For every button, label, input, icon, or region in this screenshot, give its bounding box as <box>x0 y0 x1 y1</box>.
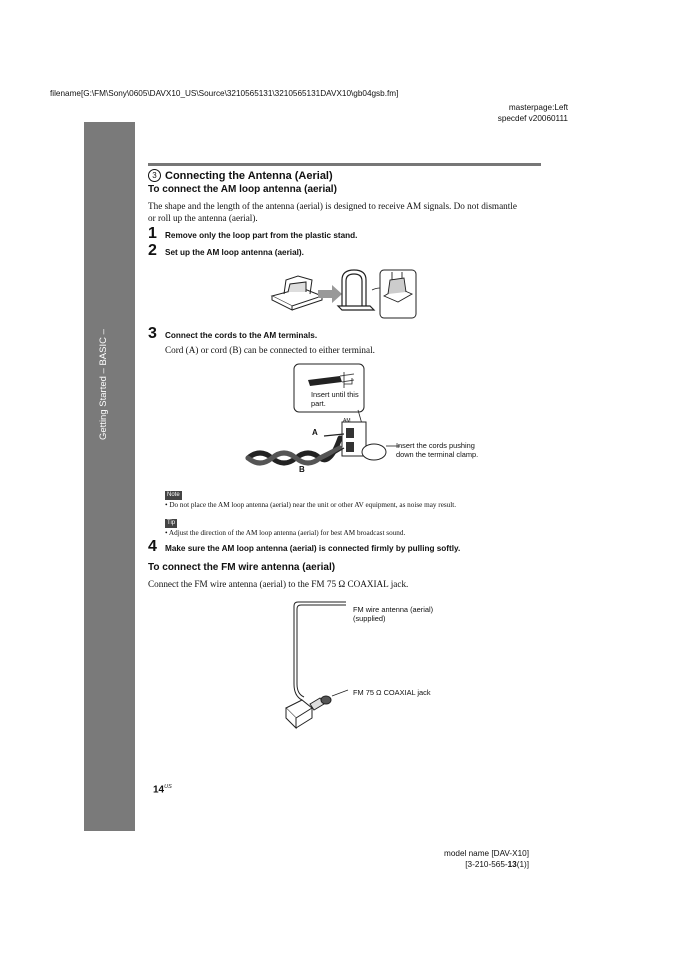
page-number-digits: 14 <box>153 784 165 796</box>
note-badge: Note <box>167 492 180 498</box>
fm-antenna-label <box>353 605 433 623</box>
section-title <box>148 169 333 182</box>
loop-antenna-assembly-figure <box>262 266 422 326</box>
step-3-detail: Cord (A) or cord (B) can be connected to either terminal. <box>165 345 375 355</box>
step-1-text: Remove only the loop part from the plastic stand. <box>165 231 358 240</box>
am-intro-line2: or roll up the antenna (aerial). <box>148 213 258 223</box>
section-number: 3 <box>148 169 161 182</box>
model-code-bold: 13 <box>507 860 517 869</box>
fm-antenna-label-line2: (supplied) <box>353 614 386 623</box>
fm-antenna-label-line1: FM wire antenna (aerial) <box>353 605 434 614</box>
clamp-label <box>396 441 478 459</box>
fm-intro: Connect the FM wire antenna (aerial) to the FM 75 Ω COAXIAL jack. <box>148 579 409 589</box>
file-path: filename[G:\FM\Sony\0605\DAVX10_US\Source\3210565131\3210565131DAVX10\gb04gsb.fm] <box>50 89 399 98</box>
cord-a-label: A <box>312 428 318 437</box>
model-code-suffix: (1)] <box>516 860 529 869</box>
section-title-text: Connecting the Antenna (Aerial) <box>165 170 333 182</box>
insert-label <box>311 390 359 408</box>
insert-label-line1: Insert until this <box>311 390 359 399</box>
step-3-text: Connect the cords to the AM terminals. <box>165 331 318 340</box>
model-name: model name [DAV-X10] <box>444 849 529 858</box>
clamp-label-line1: Insert the cords pushing <box>396 441 475 450</box>
tip-badge: Tip <box>167 520 176 526</box>
am-terminal-label: AM <box>343 418 351 424</box>
section-rule <box>148 163 541 166</box>
fm-antenna-figure <box>280 596 360 736</box>
step-2-number: 2 <box>148 242 157 259</box>
step-2-text: Set up the AM loop antenna (aerial). <box>165 248 304 257</box>
chapter-label: Getting Started – BASIC – <box>98 329 109 440</box>
step-4-number: 4 <box>148 538 157 555</box>
tip-text: • Adjust the direction of the AM loop antenna (aerial) for best AM broadcast sound. <box>165 529 406 537</box>
fm-jack-label: FM 75 Ω COAXIAL jack <box>353 688 431 697</box>
specdef-label: specdef v20060111 <box>497 114 568 123</box>
masterpage-label: masterpage:Left <box>508 103 568 112</box>
chapter-sidebar <box>84 122 135 831</box>
note-text: • Do not place the AM loop antenna (aerial) near the unit or other AV equipment, as noise may result. <box>165 501 457 509</box>
step-1-number: 1 <box>148 225 157 242</box>
step-3-number: 3 <box>148 325 157 342</box>
am-heading: To connect the AM loop antenna (aerial) <box>148 184 337 195</box>
step-4-text: Make sure the AM loop antenna (aerial) is connected firmly by pulling softly. <box>165 544 461 553</box>
am-intro-line1: The shape and the length of the antenna (aerial) is designed to receive AM signals. Do not dismantle <box>148 201 517 211</box>
model-code-prefix: [3-210-565- <box>465 860 508 869</box>
model-code <box>0 860 529 869</box>
fm-heading: To connect the FM wire antenna (aerial) <box>148 562 336 573</box>
cord-b-label: B <box>299 465 305 474</box>
page-number <box>153 784 172 795</box>
clamp-label-line2: down the terminal clamp. <box>396 450 479 459</box>
sidebar-label-wrap <box>98 329 122 464</box>
am-terminal-figure <box>240 362 490 480</box>
page-number-suffix: US <box>164 784 172 790</box>
insert-label-line2: part. <box>311 399 326 408</box>
